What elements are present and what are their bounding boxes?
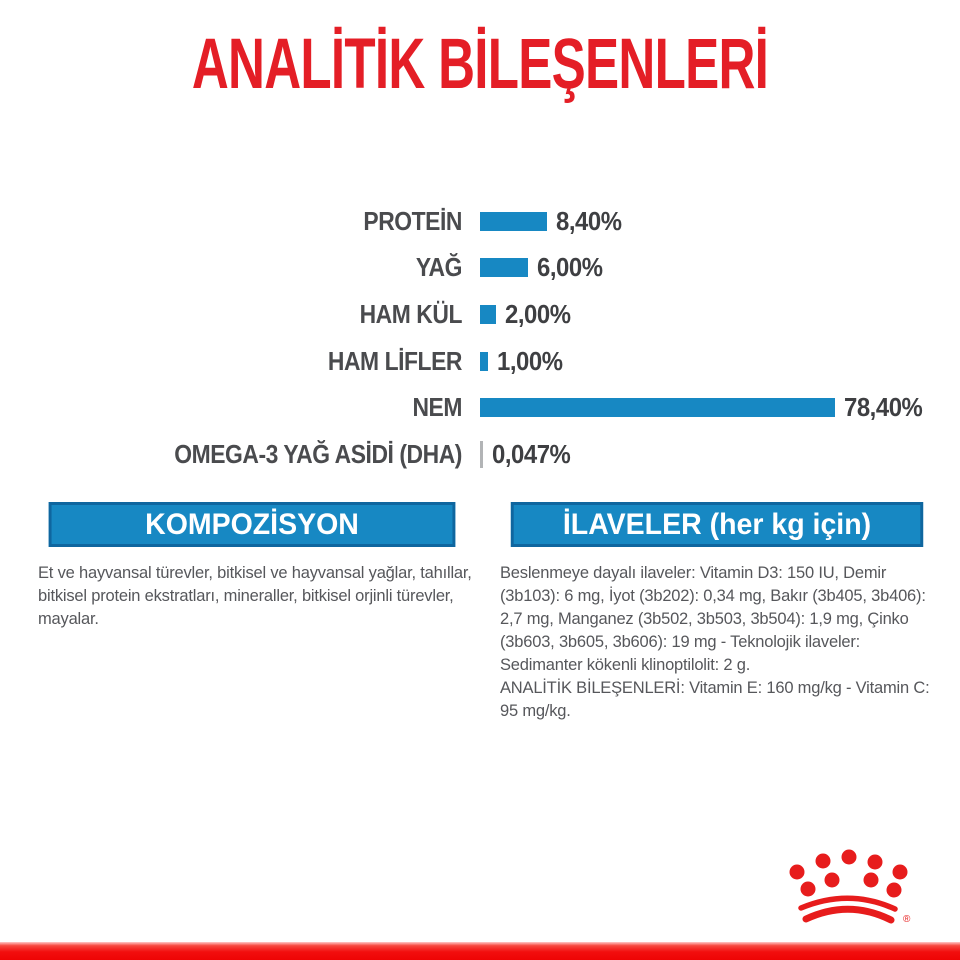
registered-trademark-icon: ® [903, 914, 911, 925]
chart-row [0, 245, 960, 292]
chart-value: 0,047% [492, 438, 571, 469]
chart-category-label: HAM LİFLER [327, 345, 462, 376]
chart-bar [480, 352, 488, 371]
composition-heading: KOMPOZİSYON [49, 502, 456, 547]
chart-category-label: HAM KÜL [359, 298, 462, 329]
chart-bar [480, 441, 483, 468]
chart-value: 6,00% [537, 252, 603, 283]
additives-text-line: (3b103): 6 mg, İyot (3b202): 0,34 mg, Bakır (3b405, 3b406): [500, 587, 926, 605]
analytical-components-chart [0, 198, 960, 478]
composition-text-line: Et ve hayvansal türevler, bitkisel ve hayvansal yağlar, tahıllar, [38, 564, 472, 582]
royal-canin-crown-logo [785, 846, 915, 931]
composition-text-line: bitkisel protein ekstratları, mineraller, bitkisel orjinli türevler, [38, 587, 454, 605]
additives-text-line: 95 mg/kg. [500, 702, 571, 720]
chart-category-label: YAĞ [415, 252, 462, 283]
chart-value: 78,40% [844, 392, 923, 423]
chart-row [0, 291, 960, 338]
additives-text-line: (3b603, 3b605, 3b606): 19 mg - Teknolojik ilaveler: [500, 633, 861, 651]
additives-section [500, 502, 934, 723]
chart-value: 1,00% [497, 345, 563, 376]
chart-value: 2,00% [505, 298, 571, 329]
composition-text-line: mayalar. [38, 610, 99, 628]
chart-row [0, 384, 960, 431]
composition-section [38, 502, 472, 631]
chart-category-label: PROTEİN [363, 205, 462, 236]
chart-row [0, 431, 960, 478]
chart-category-label: OMEGA-3 YAĞ ASİDİ (DHA) [174, 438, 462, 469]
additives-text-line: Sedimanter kökenli klinoptilolit: 2 g. [500, 656, 751, 674]
chart-category-label: NEM [412, 392, 462, 423]
additives-text-line: 2,7 mg, Manganez (3b502, 3b503, 3b504): 1,9 mg, Çinko [500, 610, 909, 628]
analytic-components-title: ANALİTİK BİLEŞENLERİ [191, 25, 769, 104]
chart-bar [480, 305, 496, 324]
additives-text-line: ANALİTİK BİLEŞENLERİ: Vitamin E: 160 mg/kg - Vitamin C: [500, 679, 930, 697]
chart-bar [480, 212, 547, 231]
additives-heading: İLAVELER (her kg için) [511, 502, 923, 547]
chart-bar [480, 398, 835, 417]
composition-text [38, 562, 472, 631]
chart-row [0, 338, 960, 385]
bottom-red-stripe [0, 942, 960, 960]
chart-value: 8,40% [556, 205, 622, 236]
additives-text-line: Beslenmeye dayalı ilaveler: Vitamin D3: 150 IU, Demir [500, 564, 887, 582]
chart-bar [480, 258, 528, 277]
additives-text [500, 562, 934, 723]
chart-row [0, 198, 960, 245]
